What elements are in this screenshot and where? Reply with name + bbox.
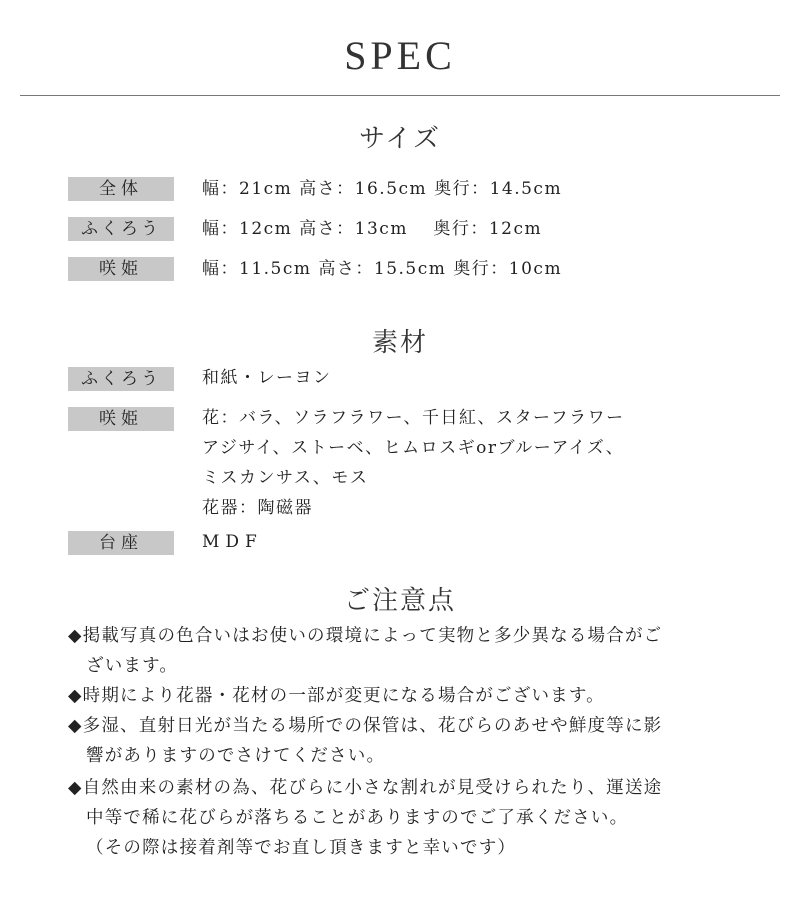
note-item-3 xyxy=(68,711,748,771)
page-title: SPEC xyxy=(344,33,456,78)
note-item-4-line1: ◆自然由来の素材の為、花びらに小さな割れが見受けられたり、運送途 xyxy=(68,778,663,798)
material-value-sakihime-line1: 花：バラ、ソラフラワー、千日紅、スターフラワー xyxy=(202,408,625,428)
note-item-1 xyxy=(68,621,748,681)
note-item-4-line3: （その際は接着剤等でお直し頂きますと幸いです） xyxy=(86,838,517,858)
size-label-sakihime: 咲姫 xyxy=(68,257,174,281)
size-label-owl: ふくろう xyxy=(68,217,174,241)
material-value-owl: 和紙・レーヨン xyxy=(202,368,332,388)
material-label-base: 台座 xyxy=(68,531,174,555)
size-label-whole: 全体 xyxy=(68,177,174,201)
note-item-3-line2: 響がありますのでさけてください。 xyxy=(86,746,386,766)
note-item-2-line1: ◆時期により花器・花材の一部が変更になる場合がございます。 xyxy=(68,686,605,706)
note-item-4-line2: 中等で稀に花びらが落ちることがありますのでご了承ください。 xyxy=(86,808,629,828)
material-value-base: MDF xyxy=(202,532,263,552)
size-value-owl: 幅：12cm 高さ：13cm 奥行：12cm xyxy=(202,219,543,239)
note-item-1-line2: ざいます。 xyxy=(86,656,179,676)
size-value-whole: 幅：21cm 高さ：16.5cm 奥行：14.5cm xyxy=(202,179,563,199)
material-value-sakihime-line4: 花器：陶磁器 xyxy=(202,498,313,518)
material-value-sakihime-line3: ミスカンサス、モス xyxy=(202,468,369,488)
divider xyxy=(20,95,780,96)
note-item-4 xyxy=(68,773,748,863)
material-value-sakihime-line2: アジサイ、ストーベ、ヒムロスギorブルーアイズ、 xyxy=(202,438,625,458)
note-item-2 xyxy=(68,681,748,711)
note-item-1-line1: ◆掲載写真の色合いはお使いの環境によって実物と多少異なる場合がご xyxy=(68,626,663,646)
material-label-sakihime: 咲姫 xyxy=(68,407,174,431)
material-heading: 素材 xyxy=(371,328,428,358)
size-heading: サイズ xyxy=(359,124,441,154)
notes-heading: ご注意点 xyxy=(343,586,456,616)
note-item-3-line1: ◆多湿、直射日光が当たる場所での保管は、花びらのあせや鮮度等に影 xyxy=(68,716,663,736)
material-label-owl: ふくろう xyxy=(68,367,174,391)
size-value-sakihime: 幅：11.5cm 高さ：15.5cm 奥行：10cm xyxy=(202,259,563,279)
